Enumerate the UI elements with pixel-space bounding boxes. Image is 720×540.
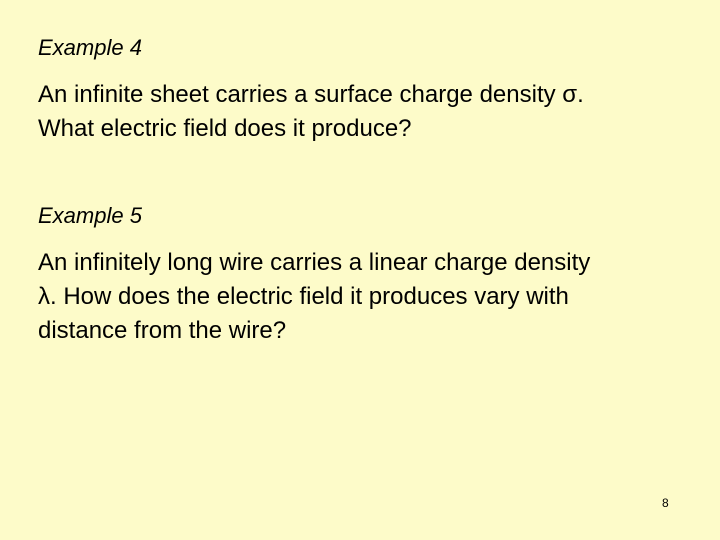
example-4-text xyxy=(38,78,584,146)
example-4-line-2: What electric field does it produce? xyxy=(38,115,412,142)
example-4-line-1: An infinite sheet carries a surface charge density σ. xyxy=(38,81,584,108)
example-5-heading: Example 5 xyxy=(38,203,142,228)
example-4-heading: Example 4 xyxy=(38,35,142,60)
example-5-line-1: An infinitely long wire carries a linear charge density xyxy=(38,249,591,276)
example-5-text xyxy=(38,246,590,348)
example-5-line-3: distance from the wire? xyxy=(38,317,287,344)
page-number: 8 xyxy=(662,496,669,510)
example-5-line-2: λ. How does the electric field it produces vary with xyxy=(38,283,569,310)
